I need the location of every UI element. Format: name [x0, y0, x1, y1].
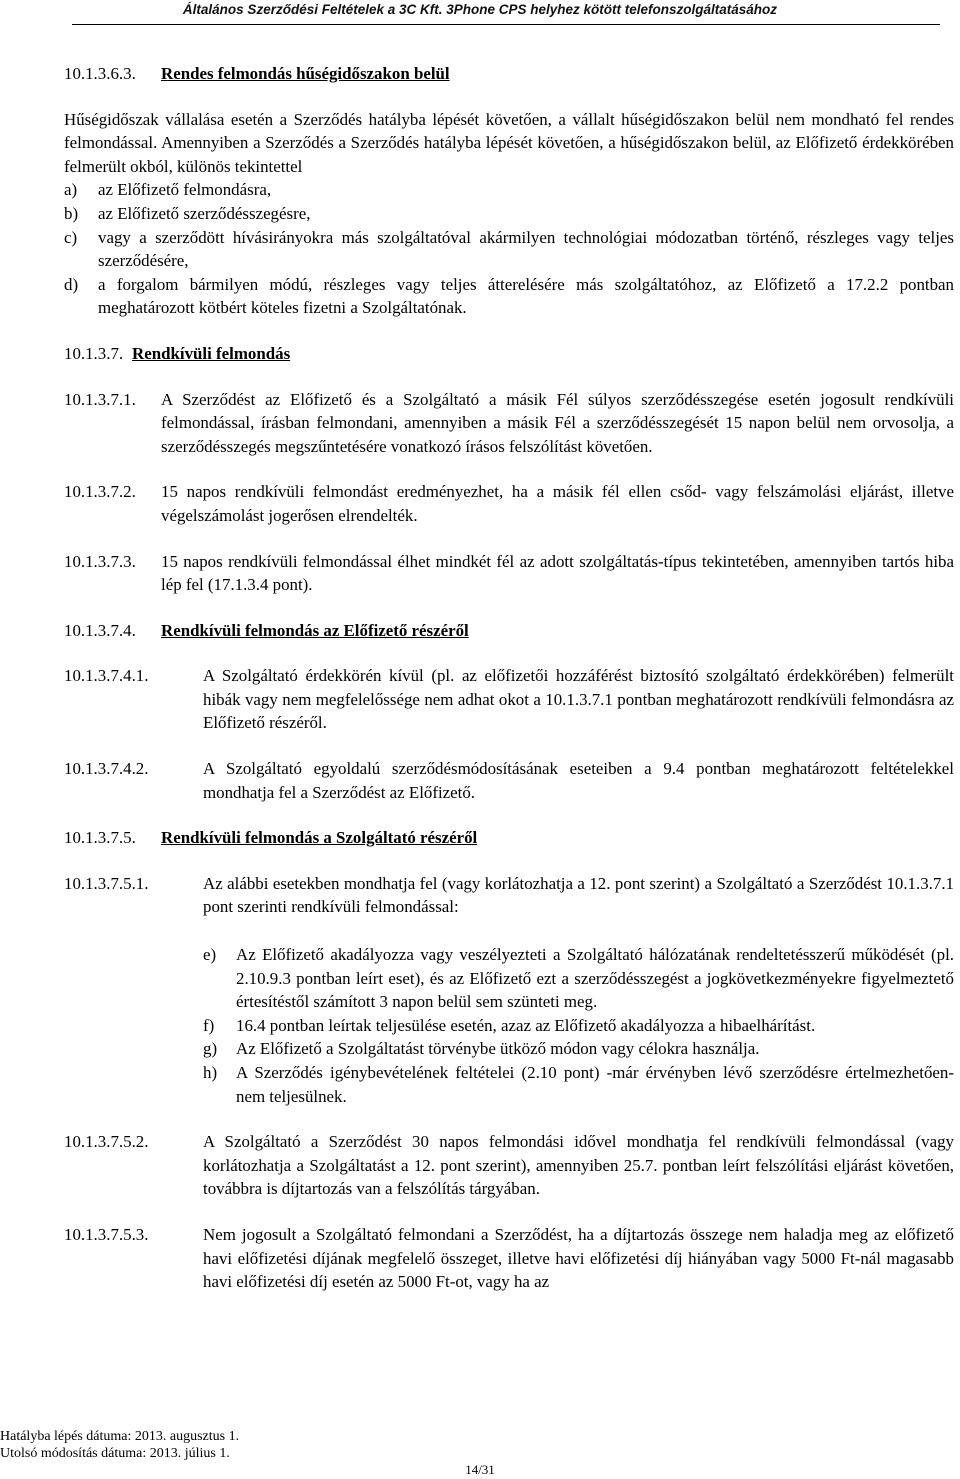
document-body [64, 62, 954, 1294]
list-label: a) [64, 180, 78, 200]
section-heading-10-1-3-7-4 [64, 619, 954, 643]
section-number: 10.1.3.7.4. [64, 620, 136, 640]
paragraph-number: 10.1.3.7.5.3. [64, 1224, 149, 1244]
paragraph-text: 15 napos rendkívüli felmondással élhet mindkét fél az adott szolgáltatás-típus tekintetében, amennyiben tartós hiba lép fel (17.1.3.4 pont). [161, 551, 954, 595]
paragraph-number: 10.1.3.7.4.1. [64, 666, 149, 686]
paragraph-number: 10.1.3.7.3. [64, 551, 136, 571]
list-item [203, 1037, 954, 1061]
list-item [203, 1061, 954, 1108]
paragraph: Hűségidőszak vállalása esetén a Szerződés hatályba lépését követően, a vállalt hűségidőszakon belül nem mondható fel rendes felmondással. Amennyiben a Szerződés a Szerződés hatályba lépését követően, a hűségidőszakon belül, az Előfizető érdekkörében felmerült okból, különös tekintettel [64, 109, 954, 176]
list-label: c) [64, 227, 78, 247]
paragraph-number: 10.1.3.7.4.2. [64, 759, 149, 779]
list-text: A Szerződés igénybevételének feltételei (2.10 pont) -már érvényben lévő szerződésre értelmezhetően- nem teljesülnek. [236, 1063, 954, 1106]
sub-list [203, 943, 954, 1108]
numbered-paragraph [64, 664, 954, 735]
section-number: 10.1.3.6.3. [64, 64, 136, 83]
section-heading-10-1-3-7 [64, 342, 954, 366]
paragraph-text: A Szolgáltató egyoldalú szerződésmódosításának eseteiben a 9.4 pontban meghatározott feltételekkel mondhatja fel a Szerződést az Előfizető. [203, 759, 954, 802]
list-item [64, 226, 954, 273]
list-text: a forgalom bármilyen módú, részleges vagy teljes átterelésére más szolgáltatóhoz, az Előfizető a 17.2.2 pontban meghatározott kötbért köteles fizetni a Szolgáltatónak. [98, 274, 954, 318]
paragraph-text: A Szerződést az Előfizető és a Szolgáltató a másik Fél súlyos szerződésszegése esetén jogosult rendkívüli felmondással, írásban felmondani, amennyiben a másik Fél a szerződésszegését 15 napon belül nem orvosolja, a szerződésszegés megszűntetésére vonatkozó írásos felszólítást követően. [161, 389, 954, 456]
list-text: 16.4 pontban leírtak teljesülése esetén, azaz az Előfizető akadályozza a hibaelhárítást. [236, 1015, 816, 1035]
section-number: 10.1.3.7. [64, 343, 124, 363]
paragraph-text: Az alábbi esetekben mondhatja fel (vagy korlátozhatja a 12. pont szerint) a Szolgáltató a Szerződést 10.1.3.7.1 pont szerinti rendkívüli felmondással: [203, 873, 954, 917]
numbered-paragraph [64, 757, 954, 804]
paragraph-text: A Szolgáltató a Szerződést 30 napos felmondási idővel mondhatja fel rendkívüli felmondással (vagy korlátozhatja a Szolgáltatást a 12. pont szerint), amennyiben 25.7. pontban leírt felszólítási eljárást követően, továbbra is díjtartozás van a felszólítás tárgyában. [203, 1132, 954, 1199]
paragraph-number: 10.1.3.7.5.2. [64, 1132, 149, 1152]
numbered-paragraph [64, 1130, 954, 1201]
section-heading-10-1-3-7-5 [64, 826, 954, 850]
list-item [64, 273, 954, 320]
list-item [64, 202, 954, 226]
list-text: az Előfizető szerződésszegésre, [98, 203, 311, 223]
list-label: g) [203, 1039, 218, 1059]
paragraph-number: 10.1.3.7.1. [64, 389, 136, 409]
section-number: 10.1.3.7.5. [64, 828, 136, 848]
list-label: d) [64, 274, 79, 294]
list-text: vagy a szerződött hívásirányokra más szolgáltatóval akármilyen technológiai módozatban történő, részleges vagy teljes szerződésére, [98, 227, 954, 271]
page-header: Általános Szerződési Feltételek a 3C Kft. 3Phone CPS helyhez kötött telefonszolgáltatásához [182, 2, 778, 17]
effective-date: Hatályba lépés dátuma: 2013. augusztus 1. [0, 1429, 240, 1444]
list-label: e) [203, 945, 217, 965]
list-label: f) [203, 1015, 215, 1035]
list-item [203, 943, 954, 1014]
paragraph-number: 10.1.3.7.2. [64, 482, 136, 502]
list-text: az Előfizető felmondásra, [98, 180, 272, 200]
numbered-paragraph [64, 480, 954, 527]
section-title: Rendkívüli felmondás [132, 343, 291, 363]
paragraph-text: 15 napos rendkívüli felmondást eredményezhet, ha a másik fél ellen csőd- vagy felszámolási eljárást, illetve végelszámolást jogerősen elrendelték. [161, 482, 954, 525]
paragraph-number: 10.1.3.7.5.1. [64, 873, 149, 893]
paragraph-text: A Szolgáltató érdekkörén kívül (pl. az előfizetői hozzáférést biztosító szolgáltató érdekkörében) felmerült hibák vagy nem megfelelőssége nem adhat okot a 10.1.3.7.1 pontban meghatározott rendkívüli felmondásra az Előfizető részéről. [203, 666, 954, 733]
section-heading-10-1-3-6-3 [64, 62, 954, 86]
numbered-paragraph [64, 388, 954, 459]
list-text: Az Előfizető akadályozza vagy veszélyezteti a Szolgáltató hálózatának rendeltetésszerű működését (pl. 2.10.9.3 pontban leírt eset), és az Előfizető ezt a szerződésszegést a jogkövetkezményekre figyelmeztető értesítéstől számított 3 napon belül sem szünteti meg. [236, 945, 954, 1012]
numbered-paragraph [64, 872, 954, 919]
modified-date: Utolsó módosítás dátuma: 2013. július 1. [0, 1446, 230, 1461]
list-label: b) [64, 203, 79, 223]
list-item [64, 178, 954, 202]
section-title: Rendes felmondás hűségidőszakon belül [161, 64, 450, 83]
section-title: Rendkívüli felmondás a Szolgáltató részéről [161, 828, 478, 848]
header-rule [72, 24, 940, 25]
numbered-paragraph [64, 1223, 954, 1294]
list-item [203, 1014, 954, 1038]
page-number: 14/31 [465, 1462, 495, 1477]
paragraph-text: Nem jogosult a Szolgáltató felmondani a Szerződést, ha a díjtartozás összege nem haladja meg az előfizető havi előfizetési díjának megfelelő összeget, illetve havi előfizetési díj hiányában vagy 5000 Ft-nál magasabb havi előfizetési díj esetén az 5000 Ft-ot, vagy ha az [203, 1224, 954, 1292]
section-title: Rendkívüli felmondás az Előfizető részéről [161, 620, 469, 640]
page-footer [0, 1428, 239, 1462]
numbered-paragraph [64, 550, 954, 597]
list-label: h) [203, 1063, 218, 1082]
list-text: Az Előfizető a Szolgáltatást törvénybe ütköző módon vagy célokra használja. [236, 1039, 760, 1059]
